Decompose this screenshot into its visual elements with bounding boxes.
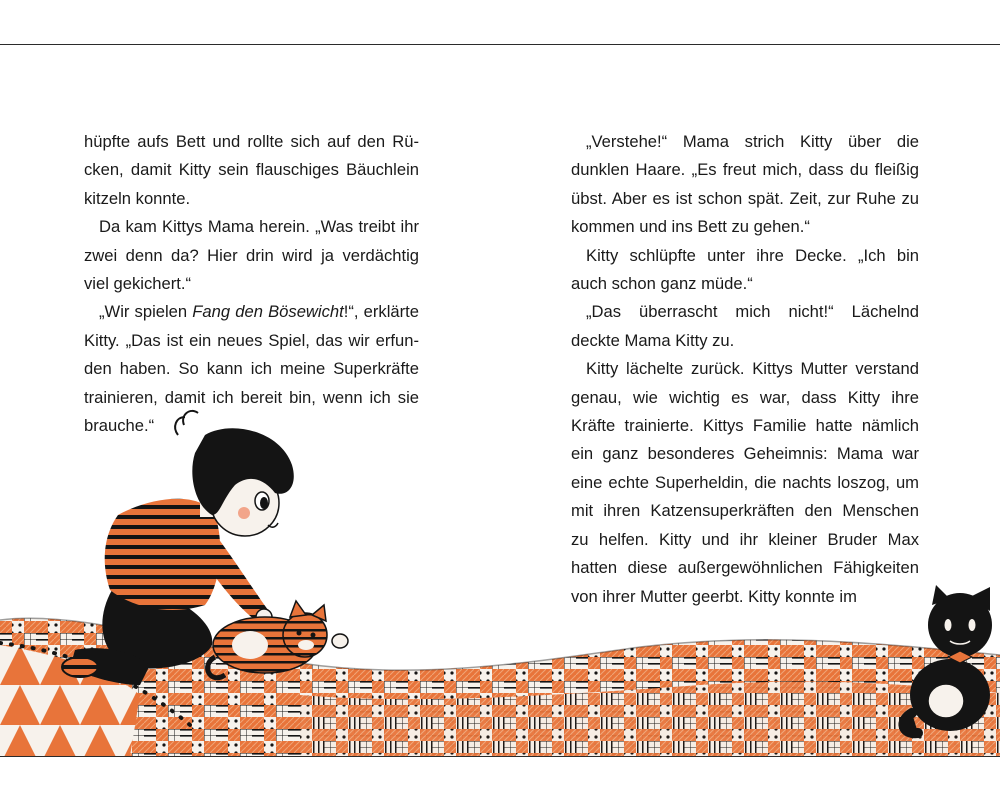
text-line: Kitty schlüpfte unter ihre Decke. „Ich bin <box>586 245 919 265</box>
text-line: genau, wie wichtig es war, dass Kitty ihre <box>571 387 919 407</box>
text-line: von ihrer Mutter geerbt. Kitty konnte im <box>571 586 857 606</box>
text-line: zu helfen. Kitty und ihr kleiner Bruder Max <box>571 529 919 549</box>
text-line: mit ihren Katzensuperkräften den Menschen <box>571 501 919 521</box>
text-line: kommen und ins Bett zu gehen.“ <box>571 217 810 237</box>
text-line: deckte Mama Kitty zu. <box>571 330 735 350</box>
text-line: dunklen Haare. „Es freut mich, dass du fleißig <box>571 160 919 180</box>
text-run: !“, erklärte <box>343 302 419 322</box>
text-line <box>84 298 419 326</box>
game-title: Fang den Bösewicht <box>192 302 344 322</box>
text-line: kitzeln konnte. <box>84 188 191 208</box>
text-line: ein ganz besonderes Geheimnis: Mama war <box>571 444 919 464</box>
text-line: den haben. So kann ich meine Superkräfte <box>84 359 419 379</box>
right-text-column <box>571 128 919 611</box>
text-line: hatten diese außergewöhnlichen Fähigkeiten <box>571 558 919 578</box>
text-line: zwei denn da? Hier drin wird ja verdächtig <box>84 245 419 265</box>
book-spread <box>0 44 1000 757</box>
text-line: übst. Aber es ist schon spät. Zeit, zur Ruhe zu <box>571 188 919 208</box>
text-line: Kräfte trainierte. Kittys Familie hatte nämlich <box>571 416 919 436</box>
left-text-column <box>84 128 419 440</box>
text-line: cken, damit Kitty sein flauschiges Bäuchlein <box>84 160 419 180</box>
text-line: brauche.“ <box>84 416 155 436</box>
text-line: Kitty. „Das ist ein neues Spiel, das wir erfun- <box>84 330 419 350</box>
text-line: viel gekichert.“ <box>84 274 191 294</box>
text-line: auch schon ganz müde.“ <box>571 274 753 294</box>
text-line: Da kam Kittys Mama herein. „Was treibt ihr <box>99 217 419 237</box>
text-line: trainieren, damit ich bereit bin, wenn ich sie <box>84 387 419 407</box>
text-line: „Verstehe!“ Mama strich Kitty über die <box>586 132 919 151</box>
text-line: eine echte Superheldin, die nachts loszog, um <box>571 472 919 492</box>
text-line: Kitty lächelte zurück. Kittys Mutter verstand <box>586 359 919 379</box>
text-run: „Wir spielen <box>99 302 193 322</box>
text-line: hüpfte aufs Bett und rollte sich auf den Rü- <box>84 132 419 151</box>
text-line: „Das überrascht mich nicht!“ Lächelnd <box>586 302 919 322</box>
